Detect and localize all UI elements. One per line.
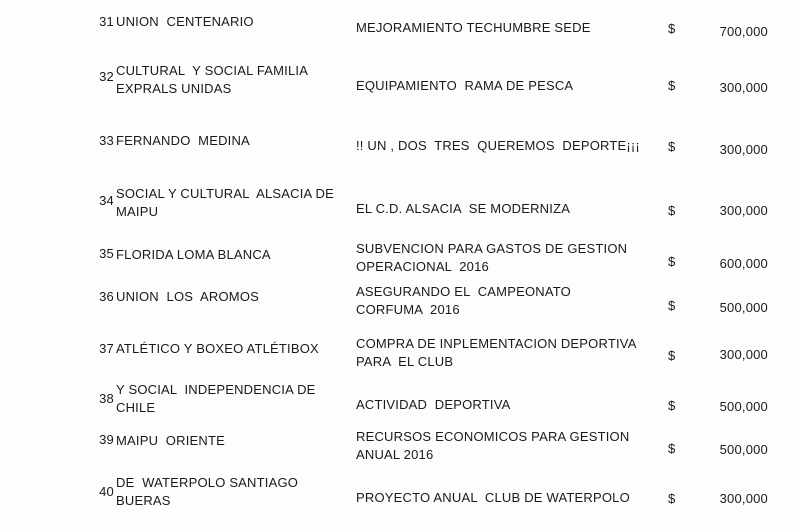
currency-sign: $ xyxy=(668,441,676,456)
club-name: FLORIDA LOMA BLANCA xyxy=(116,247,271,262)
club-name: DE WATERPOLO SANTIAGO BUERAS xyxy=(116,475,299,508)
project-name: RECURSOS ECONOMICOS PARA GESTION ANUAL 2016 xyxy=(356,429,630,462)
club-name: CULTURAL Y SOCIAL FAMILIA EXPRALS UNIDAS xyxy=(116,63,309,96)
project-name: SUBVENCION PARA GASTOS DE GESTION OPERACIONAL 2016 xyxy=(356,241,628,274)
row-number: 31 xyxy=(99,14,114,29)
row-number: 37 xyxy=(99,341,114,356)
amount: 600,000 xyxy=(719,256,768,271)
row-number: 32 xyxy=(99,69,114,84)
club-name: FERNANDO MEDINA xyxy=(116,133,250,148)
currency-sign: $ xyxy=(668,298,676,313)
currency-sign: $ xyxy=(668,254,676,269)
row-number: 34 xyxy=(99,193,114,208)
club-name: UNION CENTENARIO xyxy=(116,14,254,29)
currency-sign: $ xyxy=(668,203,676,218)
club-name: MAIPU ORIENTE xyxy=(116,433,225,448)
project-name: COMPRA DE INPLEMENTACION DEPORTIVA PARA EL CLUB xyxy=(356,336,637,369)
club-name: SOCIAL Y CULTURAL ALSACIA DE MAIPU xyxy=(116,186,334,219)
currency-sign: $ xyxy=(668,78,676,93)
amount: 500,000 xyxy=(719,442,768,457)
club-name: Y SOCIAL INDEPENDENCIA DE CHILE xyxy=(116,382,316,415)
amount: 300,000 xyxy=(719,203,768,218)
project-name: EQUIPAMIENTO RAMA DE PESCA xyxy=(356,78,574,93)
project-name: !! UN , DOS TRES QUEREMOS DEPORTE¡¡¡ xyxy=(356,138,640,153)
row-number: 38 xyxy=(99,391,114,406)
amount: 700,000 xyxy=(719,24,768,39)
club-name: UNION LOS AROMOS xyxy=(116,289,260,304)
project-name: PROYECTO ANUAL CLUB DE WATERPOLO xyxy=(356,490,630,505)
project-name: ASEGURANDO EL CAMPEONATO CORFUMA 2016 xyxy=(356,284,571,317)
row-number: 35 xyxy=(99,246,114,261)
amount: 500,000 xyxy=(719,300,768,315)
amount: 500,000 xyxy=(719,399,768,414)
currency-sign: $ xyxy=(668,491,676,506)
club-name: ATLÉTICO Y BOXEO ATLÉTIBOX xyxy=(116,341,319,356)
amount: 300,000 xyxy=(719,491,768,506)
amount: 300,000 xyxy=(719,142,768,157)
row-number: 39 xyxy=(99,432,114,447)
project-name: ACTIVIDAD DEPORTIVA xyxy=(356,397,511,412)
amount: 300,000 xyxy=(719,347,768,362)
row-number: 33 xyxy=(99,133,114,148)
amount: 300,000 xyxy=(719,80,768,95)
currency-sign: $ xyxy=(668,139,676,154)
project-name: MEJORAMIENTO TECHUMBRE SEDE xyxy=(356,20,591,35)
currency-sign: $ xyxy=(668,348,676,363)
row-number: 36 xyxy=(99,289,114,304)
currency-sign: $ xyxy=(668,21,676,36)
currency-sign: $ xyxy=(668,398,676,413)
row-number: 40 xyxy=(99,484,114,499)
project-name: EL C.D. ALSACIA SE MODERNIZA xyxy=(356,201,571,216)
